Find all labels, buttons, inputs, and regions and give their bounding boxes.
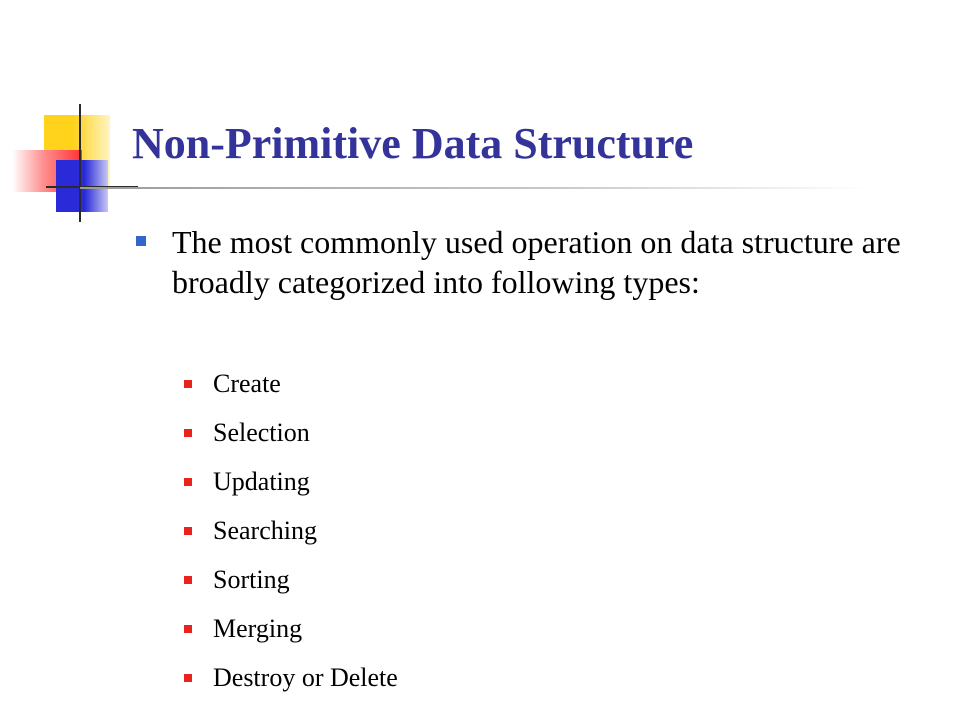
slide-title: Non-Primitive Data Structure [132, 119, 694, 168]
sub-bullet-icon [184, 380, 192, 388]
main-bullet-icon [136, 236, 146, 246]
sub-bullet-icon [184, 576, 192, 584]
main-point-text: The most commonly used operation on data structure are broadly categorized into following types: [172, 224, 901, 300]
operation-label: Sorting [213, 565, 290, 594]
sub-bullet-icon [184, 429, 192, 437]
operation-label: Updating [213, 467, 310, 496]
sub-bullet-icon [184, 478, 192, 486]
operation-label: Selection [213, 418, 310, 447]
sub-bullet-icon [184, 625, 192, 633]
logo-vertical-line [79, 104, 81, 222]
title-underline [80, 187, 870, 189]
operation-label: Searching [213, 516, 317, 545]
sub-bullet-icon [184, 527, 192, 535]
sub-bullet-icon [184, 674, 192, 682]
operation-label: Create [213, 369, 281, 398]
decorative-logo-icon [0, 0, 140, 230]
operation-label: Destroy or Delete [213, 663, 398, 692]
operation-label: Merging [213, 614, 303, 643]
